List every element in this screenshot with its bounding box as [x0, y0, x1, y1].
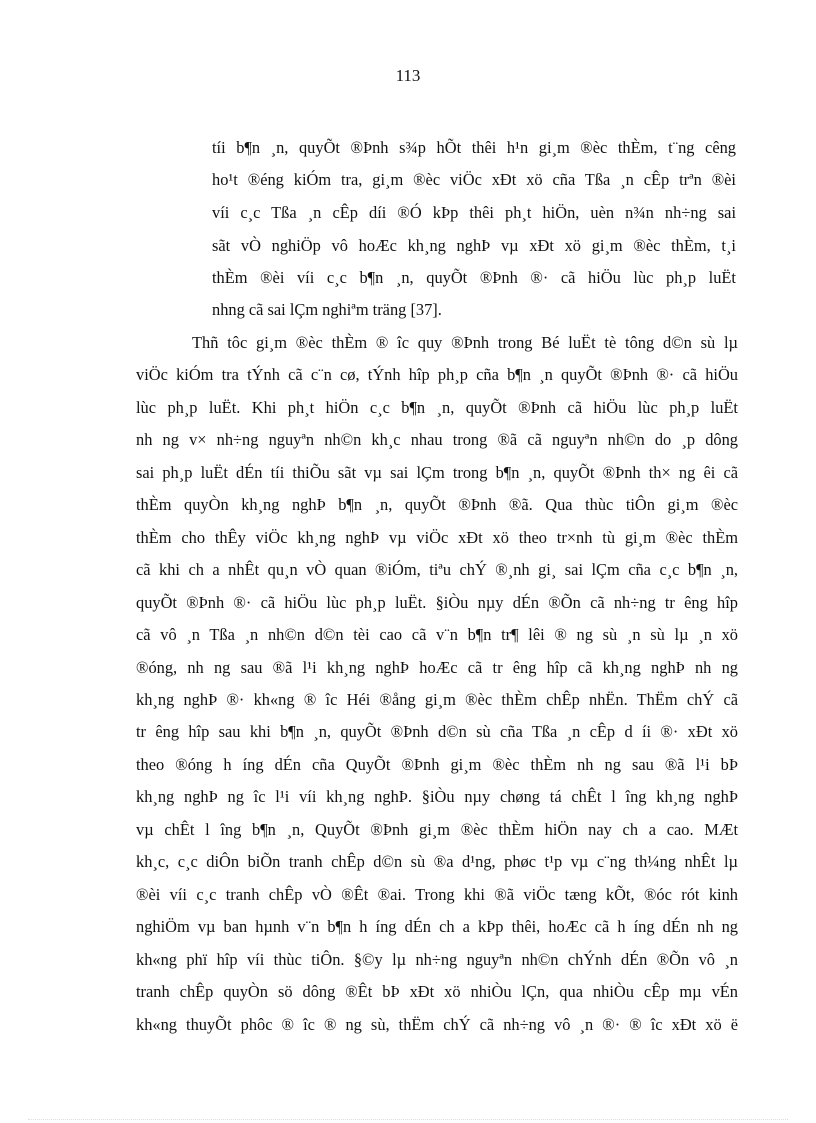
body-line: lùc ph¸p luËt. Khi ph¸t hiÖn c¸c b¶n ¸n, quyÕt ®Þnh cã hiÖu lùc ph¸p luËt	[136, 398, 738, 417]
body-line: Thñ tôc gi¸m ®èc thÈm ® îc quy ®Þnh trong Bé luËt tè tông d©n sù lµ	[192, 333, 738, 352]
body-line: ®óng, nh ng sau ®ã l¹i kh¸ng nghÞ hoÆc cã tr êng hîp cã kh¸ng nghÞ nh ng	[136, 658, 738, 677]
body-line: thÈm cho thÊy viÖc kh¸ng nghÞ vµ viÖc xÐt xö theo tr×nh tù gi¸m ®èc thÈm	[136, 528, 738, 547]
quote-line: sãt vÒ nghiÖp vô hoÆc kh¸ng nghÞ vµ xÐt xö gi¸m ®èc thÈm, t¸i	[212, 236, 736, 255]
body-line: kh«ng thuyÕt phôc ® îc ® ng sù, thËm chÝ cã nh÷ng vô ¸n ®· ® îc xÐt xö ë	[136, 1015, 738, 1034]
body-line: cã vô ¸n Tßa ¸n nh©n d©n tèi cao cã v¨n b¶n tr¶ lêi ® ng sù ¸n sù lµ ¸n xö	[136, 625, 738, 644]
quote-line: ho¹t ®éng kiÓm tra, gi¸m ®èc viÖc xÐt xö cña Tßa ¸n cÊp trªn ®èi	[212, 170, 736, 189]
quote-line: nhng cã sai lÇm nghiªm träng [37].	[212, 300, 442, 319]
body-line: viÖc kiÓm tra tÝnh cã c¨n cø, tÝnh hîp ph¸p cña b¶n ¸n quyÕt ®Þnh ®· cã hiÖu	[136, 365, 738, 384]
body-line: nh ng v× nh÷ng nguyªn nh©n kh¸c nhau trong ®ã cã nguyªn nh©n do ¸p dông	[136, 430, 738, 449]
body-line: tranh chÊp quyÒn sö dông ®Êt bÞ xÐt xö nhiÒu lÇn, qua nhiÒu cÊp mµ vÉn	[136, 982, 738, 1001]
body-line: nghiÖm vµ ban hµnh v¨n b¶n h íng dÉn ch a kÞp thêi, hoÆc cã h íng dÉn nh ng	[136, 917, 738, 936]
body-line: ®èi víi c¸c tranh chÊp vÒ ®Êt ®ai. Trong khi ®ã viÖc tæng kÕt, ®óc rót kinh	[136, 885, 738, 904]
quote-line: víi c¸c Tßa ¸n cÊp díi ®Ó kÞp thêi ph¸t hiÖn, uèn n¾n nh÷ng sai	[212, 203, 736, 222]
body-line: kh¸c, c¸c diÔn biÕn tranh chÊp d©n sù ®a d¹ng, phøc t¹p vµ c¨ng th¼ng nhÊt lµ	[136, 852, 738, 871]
quote-line: thÈm ®èi víi c¸c b¶n ¸n, quyÕt ®Þnh ®· cã hiÖu lùc ph¸p luËt	[212, 268, 736, 287]
body-line: sai ph¸p luËt dÉn tíi thiÕu sãt vµ sai lÇm trong b¶n ¸n, quyÕt ®Þnh th× ng êi cã	[136, 463, 738, 482]
body-line: vµ chÊt l îng b¶n ¸n, QuyÕt ®Þnh gi¸m ®èc thÈm hiÖn nay ch a cao. MÆt	[136, 820, 738, 839]
body-line: kh¸ng nghÞ ng îc l¹i víi kh¸ng nghÞ. §iÒu nµy chøng tá chÊt l îng kh¸ng nghÞ	[136, 787, 738, 806]
quote-line: tíi b¶n ¸n, quyÕt ®Þnh s¾p hÕt thêi h¹n gi¸m ®èc thÈm, t¨ng cêng	[212, 138, 736, 157]
body-line: kh«ng phï hîp víi thùc tiÔn. §©y lµ nh÷ng nguyªn nh©n chÝnh dÉn ®Õn vô ¸n	[136, 950, 738, 969]
body-line: thÈm quyÒn kh¸ng nghÞ b¶n ¸n, quyÕt ®Þnh ®ã. Qua thùc tiÔn gi¸m ®èc	[136, 495, 738, 514]
body-line: quyÕt ®Þnh ®· cã hiÖu lùc ph¸p luËt. §iÒu nµy dÉn ®Õn cã nh÷ng tr êng hîp	[136, 593, 738, 612]
body-line: theo ®óng h íng dÉn cña QuyÕt ®Þnh gi¸m ®èc thÈm nh ng sau ®ã l¹i bÞ	[136, 755, 738, 774]
page-number: 113	[395, 66, 421, 85]
body-line: kh¸ng nghÞ ®· kh«ng ® îc Héi ®ång gi¸m ®èc thÈm chÊp nhËn. ThËm chÝ cã	[136, 690, 738, 709]
page-bottom-divider	[28, 1119, 788, 1120]
body-line: tr êng hîp sau khi b¶n ¸n, quyÕt ®Þnh d©n sù cña Tßa ¸n cÊp d íi ®· xÐt xö	[136, 722, 738, 741]
body-line: cã khi ch a nhÊt qu¸n vÒ quan ®iÓm, tiªu chÝ ®¸nh gi¸ sai lÇm cña c¸c b¶n ¸n,	[136, 560, 738, 579]
